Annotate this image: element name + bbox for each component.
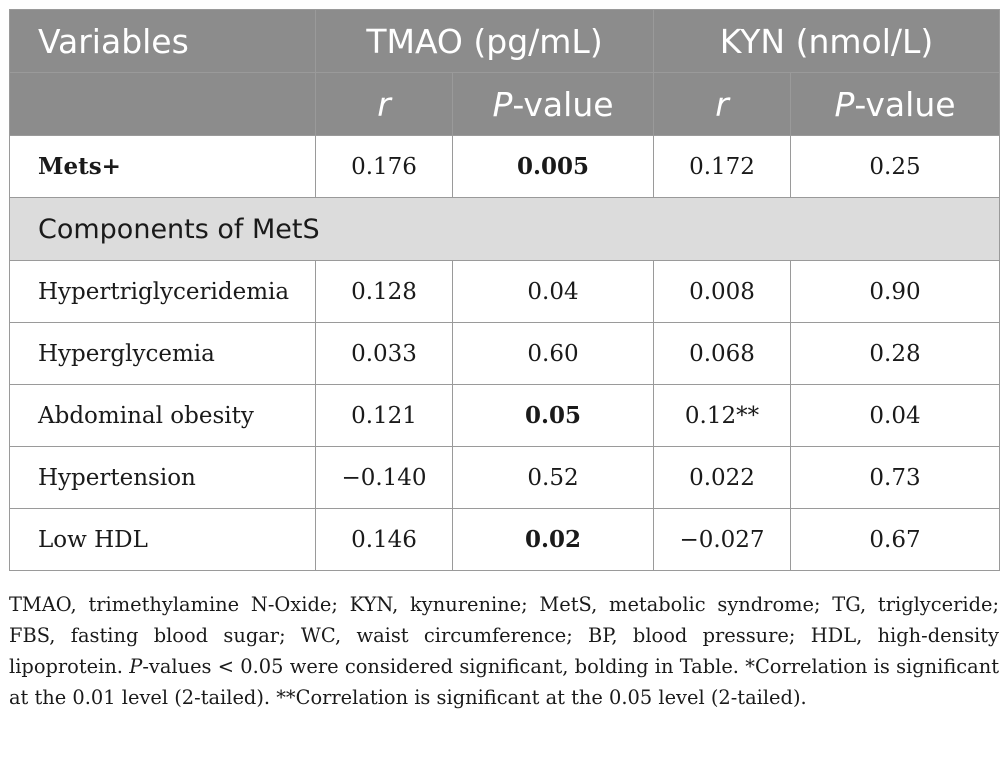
cell-tmao-p: 0.52: [453, 447, 654, 509]
row-label: Hypertriglyceridemia: [10, 261, 316, 323]
cell-kyn-p: 0.73: [791, 447, 1000, 509]
row-label: Low HDL: [10, 509, 316, 571]
table-row: [10, 261, 1000, 323]
table-row: [10, 509, 1000, 571]
cell-kyn-r: 0.022: [654, 447, 791, 509]
cell-kyn-r: −0.027: [654, 509, 791, 571]
row-label: Mets+: [10, 136, 316, 198]
footnote-abbreviations: TMAO, trimethylamine N-Oxide; KYN, kynurenine; MetS, metabolic syndrome; TG, triglyceride; FBS, fasting blood sugar; WC, waist circumference; BP, blood pressure; HDL, high-density lipoprotein.: [9, 593, 999, 678]
header-tmao: TMAO (pg/mL): [316, 10, 654, 73]
row-label: Hypertension: [10, 447, 316, 509]
cell-kyn-p: 0.04: [791, 385, 1000, 447]
cell-tmao-p: 0.05: [453, 385, 654, 447]
header-kyn-p: [791, 73, 1000, 136]
cell-kyn-p: 0.67: [791, 509, 1000, 571]
header-row-1: [10, 10, 1000, 73]
row-label: Abdominal obesity: [10, 385, 316, 447]
section-label: Components of MetS: [10, 198, 1000, 261]
r-symbol: r: [715, 84, 729, 124]
cell-tmao-r: 0.128: [316, 261, 453, 323]
cell-tmao-p: 0.60: [453, 323, 654, 385]
header-tmao-p: [453, 73, 654, 136]
header-empty: [10, 73, 316, 136]
table-row: [10, 323, 1000, 385]
table-footnote: [9, 589, 999, 713]
cell-tmao-r: 0.176: [316, 136, 453, 198]
cell-tmao-p: 0.04: [453, 261, 654, 323]
header-variables: Variables: [10, 10, 316, 73]
cell-kyn-r: 0.068: [654, 323, 791, 385]
p-symbol: P: [492, 84, 513, 124]
cell-kyn-p: 0.28: [791, 323, 1000, 385]
cell-tmao-p: 0.005: [453, 136, 654, 198]
footnote-significance: -values < 0.05 were considered significant, bolding in Table. *Correlation is significant at the 0.01 level (2-tailed). **Correlation is significant at the 0.05 level (2-tailed).: [9, 655, 999, 709]
results-table-container: [9, 9, 999, 571]
header-kyn: KYN (nmol/L): [654, 10, 1000, 73]
section-row: [10, 198, 1000, 261]
cell-kyn-r: 0.172: [654, 136, 791, 198]
p-suffix: -value: [512, 84, 614, 124]
cell-kyn-p: 0.25: [791, 136, 1000, 198]
table-row-mets: [10, 136, 1000, 198]
cell-kyn-r: 0.008: [654, 261, 791, 323]
r-symbol: r: [377, 84, 391, 124]
table-row: [10, 385, 1000, 447]
header-row-2: [10, 73, 1000, 136]
footnote-p-symbol: P: [129, 655, 143, 678]
cell-tmao-r: 0.121: [316, 385, 453, 447]
cell-tmao-r: −0.140: [316, 447, 453, 509]
cell-tmao-r: 0.033: [316, 323, 453, 385]
cell-tmao-r: 0.146: [316, 509, 453, 571]
cell-kyn-p: 0.90: [791, 261, 1000, 323]
cell-kyn-r: 0.12**: [654, 385, 791, 447]
correlation-table: [9, 9, 1000, 571]
cell-tmao-p: 0.02: [453, 509, 654, 571]
p-suffix: -value: [854, 84, 956, 124]
row-label: Hyperglycemia: [10, 323, 316, 385]
p-symbol: P: [834, 84, 855, 124]
header-kyn-r: [654, 73, 791, 136]
table-row: [10, 447, 1000, 509]
header-tmao-r: [316, 73, 453, 136]
